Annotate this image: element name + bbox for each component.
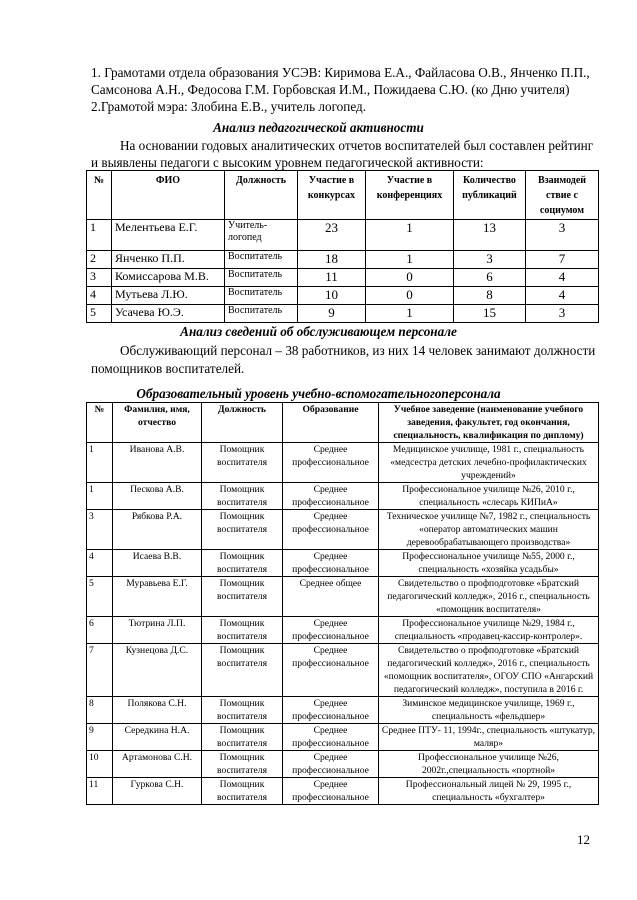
cell-position: Помощник воспитателя: [202, 778, 283, 805]
col-header-position: Должность: [225, 171, 298, 220]
cell-position: Помощник воспитателя: [202, 443, 283, 483]
cell-institution: Зиминское медицинское училище, 1969 г., специальность «фельдшер»: [379, 697, 599, 724]
table-row: [87, 305, 599, 323]
awards-line-2: Самсонова А.Н., Федосова Г.М. Горбовская И.М., Пожидаева С.Ю. (ко Дню учителя): [91, 82, 570, 97]
table-row: [87, 483, 599, 510]
cell-conferences: 1: [366, 305, 454, 323]
cell-num: 4: [87, 550, 113, 577]
col-header-num: №: [87, 171, 112, 220]
cell-education: Среднее профессиональное: [283, 724, 379, 751]
cell-position: Помощник воспитателя: [202, 751, 283, 778]
cell-education: Среднее общее: [283, 577, 379, 617]
cell-publications: 15: [454, 305, 526, 323]
activity-table: [86, 170, 599, 323]
table-row: [87, 724, 599, 751]
cell-name: Гуркова С.Н.: [113, 778, 202, 805]
cell-conferences: 0: [366, 287, 454, 305]
cell-institution: Профессиональное училище №29, 1984 г., специальность «продавец-кассир-контролер».: [379, 617, 599, 644]
col-header-education: Образование: [283, 403, 379, 443]
staff-table: [86, 402, 599, 805]
table-row: [87, 251, 599, 269]
col-header-publications: Количество публикаций: [454, 171, 526, 220]
cell-name: Муравьева Е.Г.: [113, 577, 202, 617]
cell-education: Среднее профессиональное: [283, 778, 379, 805]
cell-interaction: 4: [526, 287, 599, 305]
cell-position: Помощник воспитателя: [202, 577, 283, 617]
table-row: [87, 550, 599, 577]
cell-education: Среднее профессиональное: [283, 443, 379, 483]
cell-institution: Медицинское училище, 1981 г., специальность «медсестра детских лечебно-профилактических учреждений»: [379, 443, 599, 483]
cell-institution: Свидетельство о профподготовке «Братский педагогический колледж», 2016 г., специальность «помощник воспитателя»: [379, 577, 599, 617]
table-row: [87, 287, 599, 305]
table-row: [87, 644, 599, 697]
cell-num: 5: [87, 577, 113, 617]
cell-position: Воспитатель: [225, 269, 298, 287]
cell-name: Середкина Н.А.: [113, 724, 202, 751]
cell-publications: 3: [454, 251, 526, 269]
staff-paragraph-line-1: Обслуживающий персонал – 38 работников, из них 14 человек занимают должности: [120, 343, 596, 358]
cell-name: Исаева В.В.: [113, 550, 202, 577]
section-heading-staff: Анализ сведений об обслуживающем персонале: [180, 324, 457, 339]
table-header-row: [87, 403, 599, 443]
cell-position: Воспитатель: [225, 287, 298, 305]
col-header-position: Должность: [202, 403, 283, 443]
cell-contests: 10: [298, 287, 366, 305]
cell-name: Пескова А.В.: [113, 483, 202, 510]
table-row: [87, 220, 599, 251]
cell-name: Рябкова Р.А.: [113, 510, 202, 550]
cell-institution: Профессиональное училище №55, 2000 г., специальность «хозяйка усадьбы»: [379, 550, 599, 577]
section-heading-activity: Анализ педагогической активности: [213, 120, 424, 135]
awards-line-3: 2.Грамотой мэра: Злобина Е.В., учитель логопед.: [91, 99, 367, 114]
cell-position: Помощник воспитателя: [202, 510, 283, 550]
cell-institution: Свидетельство о профподготовке «Братский педагогический колледж», 2016 г., специальность «помощник воспитателя», ОГОУ СПО «Ангарский педагогический колледж», поступила в 2016 г.: [379, 644, 599, 697]
cell-position: Воспитатель: [225, 305, 298, 323]
table-row: [87, 443, 599, 483]
cell-num: 8: [87, 697, 113, 724]
col-header-name: ФИО: [112, 171, 225, 220]
cell-conferences: 1: [366, 251, 454, 269]
cell-name: Мелентьева Е.Г.: [112, 220, 225, 251]
table-row: [87, 577, 599, 617]
awards-line-1: 1. Грамотами отдела образования УСЭВ: Киримова Е.А., Файласова О.В., Янченко П.П.,: [91, 65, 590, 80]
cell-num: 3: [87, 510, 113, 550]
table-header-row: [87, 171, 599, 220]
cell-contests: 11: [298, 269, 366, 287]
cell-education: Среднее профессиональное: [283, 617, 379, 644]
cell-contests: 18: [298, 251, 366, 269]
cell-interaction: 3: [526, 305, 599, 323]
col-header-interaction: Взаимодей ствие с социумом: [526, 171, 599, 220]
cell-position: Помощник воспитателя: [202, 617, 283, 644]
cell-num: 9: [87, 724, 113, 751]
activity-paragraph-line-1: На основании годовых аналитических отчетов воспитателей был составлен рейтинг: [120, 138, 594, 153]
cell-interaction: 3: [526, 220, 599, 251]
cell-institution: Среднее ПТУ- 11, 1994г., специальность «штукатур, маляр»: [379, 724, 599, 751]
table-row: [87, 617, 599, 644]
cell-num: 11: [87, 778, 113, 805]
activity-paragraph-line-2: и выявлены педагоги с высоким уровнем педагогической активности:: [91, 155, 484, 170]
cell-education: Среднее профессиональное: [283, 644, 379, 697]
cell-name: Мутьева Л.Ю.: [112, 287, 225, 305]
cell-num: 1: [87, 483, 113, 510]
table-row: [87, 751, 599, 778]
cell-num: 10: [87, 751, 113, 778]
cell-publications: 6: [454, 269, 526, 287]
cell-institution: Техническое училище №7, 1982 г., специальность «оператор автоматических машин деревообрабатывающего производства»: [379, 510, 599, 550]
cell-name: Усачева Ю.Э.: [112, 305, 225, 323]
cell-education: Среднее профессиональное: [283, 697, 379, 724]
table-row: [87, 510, 599, 550]
cell-education: Среднее профессиональное: [283, 751, 379, 778]
cell-name: Иванова А.В.: [113, 443, 202, 483]
cell-education: Среднее профессиональное: [283, 483, 379, 510]
cell-education: Среднее профессиональное: [283, 550, 379, 577]
cell-education: Среднее профессиональное: [283, 510, 379, 550]
cell-position: Помощник воспитателя: [202, 483, 283, 510]
cell-conferences: 0: [366, 269, 454, 287]
cell-num: 2: [87, 251, 112, 269]
col-header-num: №: [87, 403, 113, 443]
cell-contests: 9: [298, 305, 366, 323]
table-row: [87, 697, 599, 724]
col-header-institution: Учебное заведение (наименование учебного заведения, факультет, год окончания, специальность, квалификация по диплому): [379, 403, 599, 443]
cell-position: Воспитатель: [225, 251, 298, 269]
staff-paragraph-line-2: помощников воспитателей.: [91, 361, 245, 376]
staff-table-title: Образовательный уровень учебно-вспомогательногоперсонала: [136, 386, 501, 401]
col-header-name: Фамилия, имя, отчество: [113, 403, 202, 443]
cell-institution: Профессиональное училище №26, 2002г.,специальность «портной»: [379, 751, 599, 778]
page-number: 12: [577, 832, 590, 847]
cell-name: Янченко П.П.: [112, 251, 225, 269]
cell-contests: 23: [298, 220, 366, 251]
cell-num: 5: [87, 305, 112, 323]
cell-num: 4: [87, 287, 112, 305]
cell-name: Тютрина Л.П.: [113, 617, 202, 644]
cell-position: Учитель-логопед: [225, 220, 298, 251]
cell-conferences: 1: [366, 220, 454, 251]
cell-name: Полякова С.Н.: [113, 697, 202, 724]
cell-name: Кузнецова Д.С.: [113, 644, 202, 697]
cell-interaction: 4: [526, 269, 599, 287]
cell-num: 6: [87, 617, 113, 644]
cell-name: Артамонова С.Н.: [113, 751, 202, 778]
cell-position: Помощник воспитателя: [202, 644, 283, 697]
cell-publications: 13: [454, 220, 526, 251]
cell-interaction: 7: [526, 251, 599, 269]
col-header-contests: Участие в конкурсах: [298, 171, 366, 220]
cell-publications: 8: [454, 287, 526, 305]
col-header-conferences: Участие в конференциях: [366, 171, 454, 220]
cell-num: 1: [87, 220, 112, 251]
cell-position: Помощник воспитателя: [202, 697, 283, 724]
cell-institution: Профессиональный лицей № 29, 1995 г., специальность «бухгалтер»: [379, 778, 599, 805]
cell-position: Помощник воспитателя: [202, 550, 283, 577]
table-row: [87, 269, 599, 287]
table-row: [87, 778, 599, 805]
cell-num: 3: [87, 269, 112, 287]
cell-num: 1: [87, 443, 113, 483]
cell-num: 7: [87, 644, 113, 697]
cell-name: Комиссарова М.В.: [112, 269, 225, 287]
cell-position: Помощник воспитателя: [202, 724, 283, 751]
cell-institution: Профессиональное училище №26, 2010 г., специальность «слесарь КИПиА»: [379, 483, 599, 510]
